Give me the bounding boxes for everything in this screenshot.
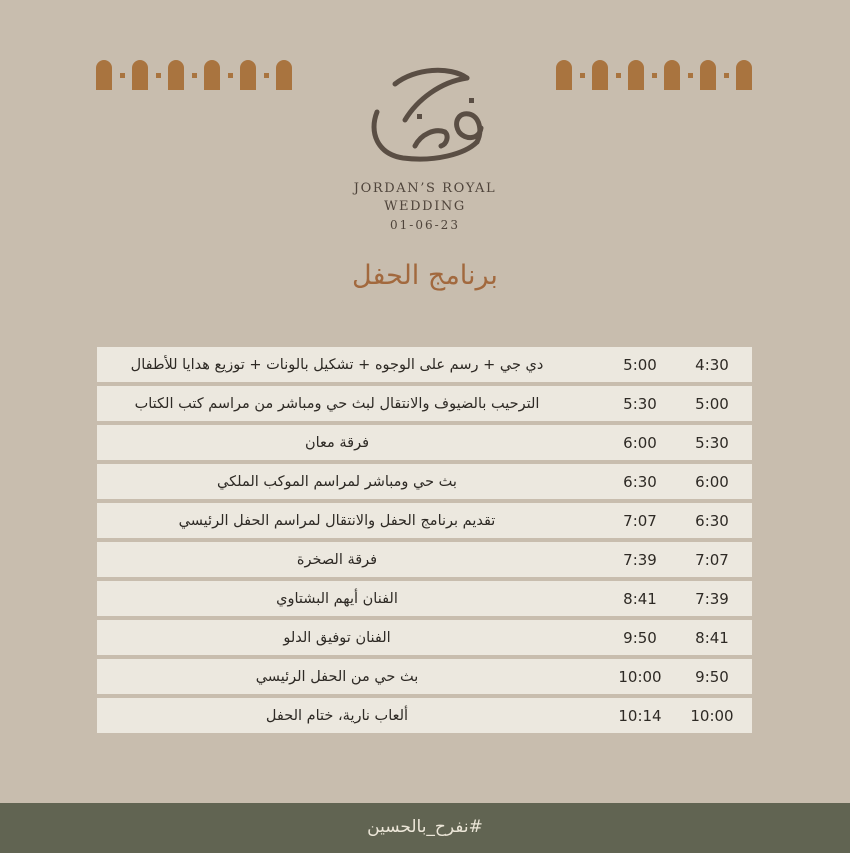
event-description: تقديم برنامج الحفل والانتقال لمراسم الحفل الرئيسي <box>178 513 496 529</box>
table-row <box>97 659 752 694</box>
event-description: فرقة الصخرة <box>296 552 378 568</box>
table-row <box>97 425 752 460</box>
event-description: بث حي من الحفل الرئيسي <box>255 669 419 685</box>
start-time: 9:50 <box>695 668 729 686</box>
event-description: الترحيب بالضيوف والانتقال لبث حي ومباشر من مراسم كتب الكتاب <box>134 396 540 412</box>
calligraphy-logo <box>355 62 495 172</box>
hashtag: #نفرح_بالحسين <box>367 817 483 837</box>
event-description: فرقة معان <box>304 435 370 451</box>
decorative-arches-right <box>556 60 752 90</box>
start-time: 7:39 <box>695 590 729 608</box>
wedding-date: 01-06-23 <box>390 218 460 232</box>
event-description: بث حي ومباشر لمراسم الموكب الملكي <box>217 474 457 490</box>
logo-subtitle-line2: WEDDING <box>384 199 466 214</box>
table-row <box>97 386 752 421</box>
end-time: 5:00 <box>623 356 657 374</box>
start-time: 8:41 <box>695 629 729 647</box>
table-row <box>97 581 752 616</box>
page-title: برنامج الحفل <box>352 260 498 291</box>
table-row <box>97 542 752 577</box>
event-description: الفنان أيهم البشتاوي <box>276 591 398 607</box>
table-row <box>97 464 752 499</box>
decorative-arches-left <box>96 60 292 90</box>
end-time: 6:30 <box>623 473 657 491</box>
end-time: 6:00 <box>623 434 657 452</box>
end-time: 9:50 <box>623 629 657 647</box>
end-time: 10:00 <box>618 668 662 686</box>
start-time: 5:00 <box>695 395 729 413</box>
schedule-table <box>97 347 752 737</box>
end-time: 10:14 <box>618 707 662 725</box>
end-time: 8:41 <box>623 590 657 608</box>
footer-bar <box>0 803 850 853</box>
table-row <box>97 503 752 538</box>
end-time: 7:39 <box>623 551 657 569</box>
table-row <box>97 698 752 733</box>
start-time: 6:00 <box>695 473 729 491</box>
end-time: 5:30 <box>623 395 657 413</box>
start-time: 4:30 <box>695 356 729 374</box>
start-time: 5:30 <box>695 434 729 452</box>
logo-subtitle-line1: JORDAN’S ROYAL <box>353 181 497 196</box>
event-description: ألعاب نارية، ختام الحفل <box>265 708 409 724</box>
table-row <box>97 347 752 382</box>
end-time: 7:07 <box>623 512 657 530</box>
table-row <box>97 620 752 655</box>
start-time: 6:30 <box>695 512 729 530</box>
start-time: 7:07 <box>695 551 729 569</box>
event-description: الفنان توفيق الدلو <box>283 630 391 646</box>
event-description: دي جي + رسم على الوجوه + تشكيل بالونات + توزيع هدايا للأطفال <box>130 357 544 373</box>
start-time: 10:00 <box>690 707 734 725</box>
